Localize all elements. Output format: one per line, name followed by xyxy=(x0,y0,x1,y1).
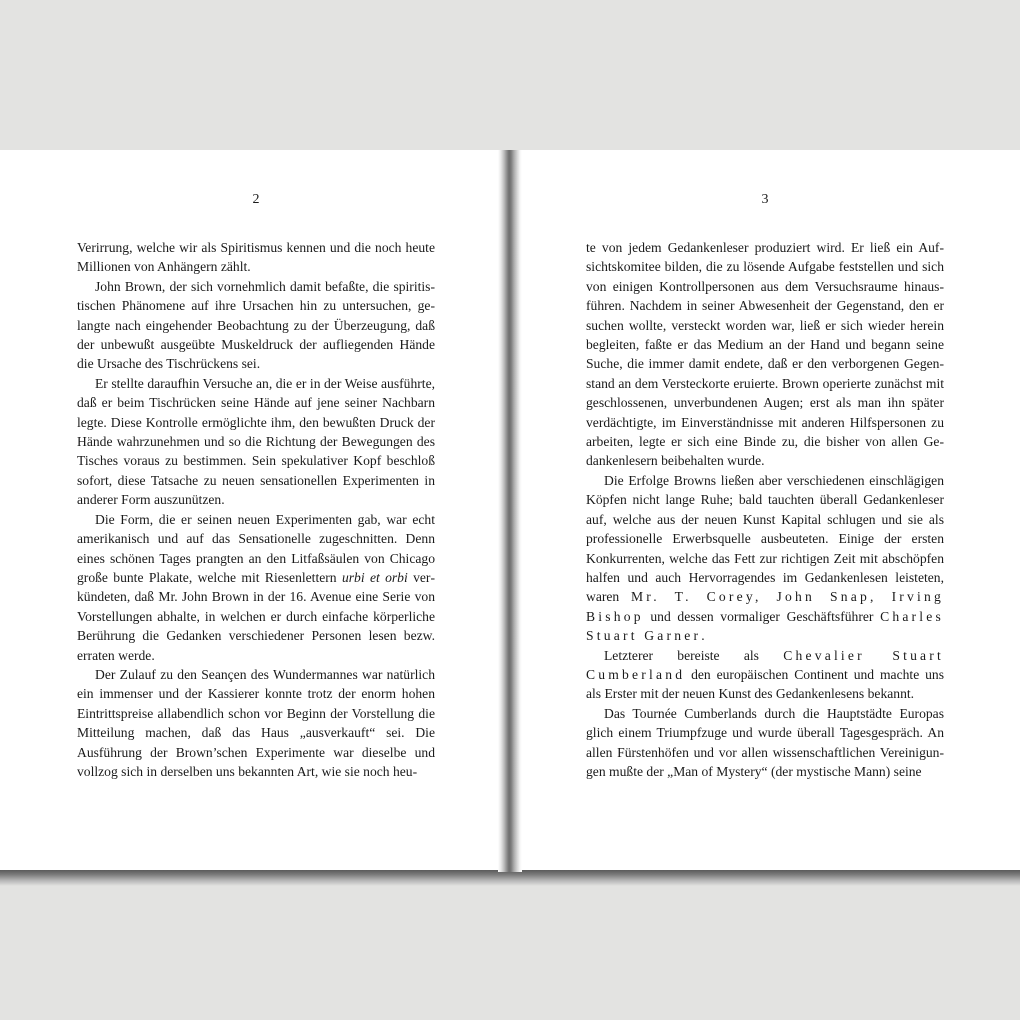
book-spine-gutter xyxy=(498,150,522,872)
paragraph xyxy=(586,646,944,704)
paragraph xyxy=(586,471,944,646)
spaced-name: Chevalier Stuart Cumberland xyxy=(586,647,944,682)
paragraph: Verirrung, welche wir als Spiritismus kennen und die noch heute Millionen von Anhängern zählt. xyxy=(77,240,435,275)
paragraph-text: Letzterer bereiste als xyxy=(604,647,784,663)
paragraph-text: Die Erfolge Browns ließen aber verschiedenen einschlägigen Köpfen nicht lange Ruhe; bald tauchten überall Gedankenleser auf, welche aus der neuen Kunst Kapital schlugen und sie als professionelle Erwerbsquelle ausbeuteten. Einige der ersten Konkurrenten, welche das Fett zur richtigen Zeit mit abschöpfen halfen und auch Hervorragendes im Gedankenlesen leisteten, waren xyxy=(586,472,944,605)
book-bottom-shadow xyxy=(0,870,1020,886)
right-page xyxy=(586,150,944,870)
paragraph-text: . xyxy=(701,628,705,644)
italic-phrase: urbi et orbi xyxy=(341,569,408,585)
paragraph: John Brown, der sich vornehmlich damit befaßte, die spiritistischen Phänomene auf ihre Ursachen hin zu untersuchen, gelangte nach eingehender Beobachtung zu der Überzeugung, daß der unbewußt ausgeübte Muskeldruck der aufliegenden Hände die Ursache des Tischrückens sei. xyxy=(77,278,435,372)
paragraph-text: und dessen vormaliger Geschäftsführer xyxy=(643,608,881,624)
paragraph xyxy=(77,510,435,665)
page-body xyxy=(77,238,435,781)
spaced-name: Charles Stuart Garner xyxy=(586,608,944,644)
paragraph: Er stellte daraufhin Versuche an, die er in der Weise ausführte, daß er beim Tischrücken seine Hände auf jene seiner Nachbarn legte. Diese Kontrolle ermöglichte ihm, den bewußten Druck der Hände wahrzunehmen und so die Richtung der Bewegungen des Tisches voraus zu bestimmen. Sein spekulativer Kopf beschloß sofort, diese Tatsache zu neuen sensationellen Experimenten in anderer Form auszunützen. xyxy=(77,375,435,508)
left-page xyxy=(77,150,435,870)
paragraph-text: verkündeten, daß Mr. John Brown in der 16. Avenue eine Serie von Vorstellungen abhalte, in welchen er durch einfache körperliche Berührung die Gedanken verschiedener Personen lesen bezw. erraten werde. xyxy=(77,569,435,663)
page-number: 2 xyxy=(252,192,260,207)
paragraph: te von jedem Gedankenleser produziert wird. Er ließ ein Aufsichtskomitee bilden, die zu lösende Aufgabe feststellen und sich von einigen Kontrollpersonen aus dem Versuchsraume hinausführen. Nachdem in seiner Abwesenheit der Gegenstand, den er suchen wollte, versteckt worden war, ließ er sich wieder herein begleiten, faßte er das Medium an der Hand und begann seine Suche, die immer damit endete, daß er den verborgenen Gegenstand an dem Versteckorte eruierte. Brown operierte zunächst mit geschlossenen, unverbundenen Augen; erst als man ihn später verdächtigte, im Einverständnisse mit anderen Hilfspersonen zu arbeiten, legte er sich eine Binde zu, die bisher von allen Gedankenlesern beibehalten wurde. xyxy=(586,240,944,469)
page-number: 3 xyxy=(761,192,769,207)
paragraph-text: Die Form, die er seinen neuen Experimenten gab, war echt amerikanisch und auf das Sensationelle zugeschnitten. Denn eines schönen Tages prangten an den Litfaßsäulen von Chicago große bunte Plakate, welche mit Riesenlettern xyxy=(77,511,435,585)
spaced-names: Mr. T. Corey, John Snap, Irving Bishop xyxy=(586,589,944,624)
paragraph-text: den europäischen Continent und machte uns als Erster mit der neuen Kunst des Gedankenlesens bekannt. xyxy=(586,666,944,702)
paragraph: Das Tournée Cumberlands durch die Hauptstädte Europas glich einem Triumpfzuge und wurde überall Tagesgespräch. An allen Fürstenhöfen und vor allen wissenschaftlichen Vereinigungen mußte der „Man of Mystery“ (der mystische Mann) seine xyxy=(586,705,944,779)
page-body xyxy=(586,238,944,781)
paragraph: Der Zulauf zu den Seançen des Wundermannes war natürlich ein immenser und der Kassierer konnte trotz der enorm hohen Eintrittspreise allabendlich schon vor Beginn der Vorstellung die Mitteilung machen, daß das Haus „ausverkauft“ sei. Die Ausführung der Brown’schen Experimente war dieselbe und vollzog sich in derselben uns bekannten Art, wie sie noch heu- xyxy=(77,666,435,779)
